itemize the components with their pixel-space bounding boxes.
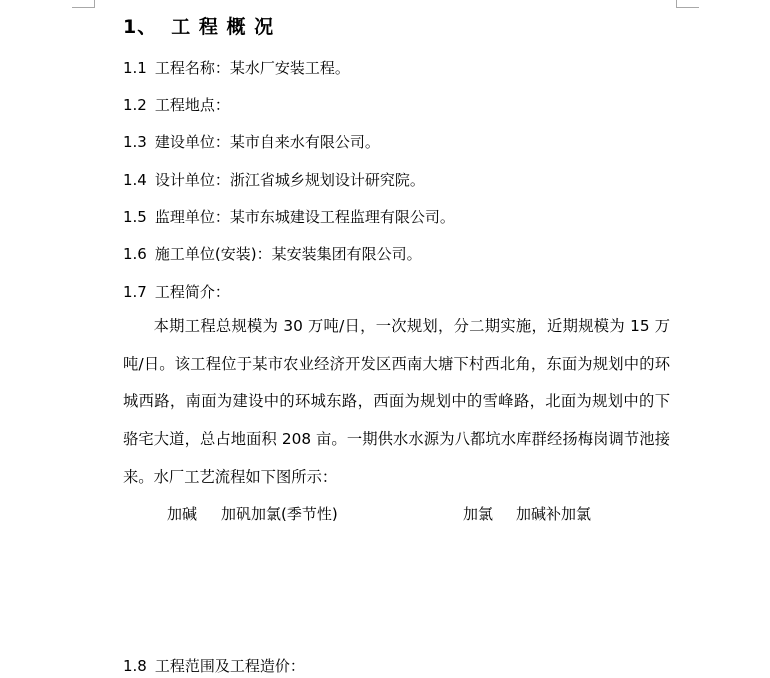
process-label-add-alkali: 加碱 xyxy=(167,505,198,523)
item-number: 1.5 xyxy=(123,208,147,226)
item-construction-unit xyxy=(123,243,422,264)
item-design-unit xyxy=(123,169,425,190)
item-number: 1.4 xyxy=(123,171,147,189)
section-heading xyxy=(123,12,274,39)
item-project-name xyxy=(123,57,350,78)
item-project-brief xyxy=(123,281,230,302)
item-scope-and-cost xyxy=(123,655,305,676)
item-text: 设计单位：浙江省城乡规划设计研究院。 xyxy=(154,171,425,189)
page-corner-mark-left xyxy=(72,0,95,8)
item-owner-unit xyxy=(123,131,380,152)
section-title: 工 程 概 况 xyxy=(171,16,275,38)
item-supervision-unit xyxy=(123,206,455,227)
item-number: 1.2 xyxy=(123,96,147,114)
section-number: 1、 xyxy=(123,16,158,38)
process-label-alum-chlorine: 加矾加氯(季节性) xyxy=(221,505,338,523)
item-number: 1.3 xyxy=(123,133,147,151)
item-text: 工程范围及工程造价： xyxy=(154,657,305,675)
process-label-alkali-rechlorination: 加碱补加氯 xyxy=(516,505,592,523)
intro-paragraph: 本期工程总规模为 30 万吨/日，一次规划，分二期实施，近期规模为 15 万吨/日。该工程位于某市农业经济开发区西南大塘下村西北角，东面为规划中的环城西路，南面为建设中的环城东路，西面为规划中的雪峰路，北面为规划中的下骆宅大道，总占地面积 208 亩。一期供水水源为八都坑水库群经扬梅岗调节池接来。水厂工艺流程如下图所示： xyxy=(123,317,670,486)
item-project-location xyxy=(123,94,230,115)
item-text: 工程地点： xyxy=(154,96,230,114)
process-label-add-chlorine: 加氯 xyxy=(463,505,494,523)
item-number: 1.8 xyxy=(123,657,147,675)
item-text: 施工单位(安装)：某安装集团有限公司。 xyxy=(154,245,422,263)
item-number: 1.1 xyxy=(123,59,147,77)
item-number: 1.6 xyxy=(123,245,147,263)
item-number: 1.7 xyxy=(123,283,147,301)
item-text: 工程名称：某水厂安装工程。 xyxy=(154,59,350,77)
page-corner-mark-right xyxy=(676,0,699,8)
item-text: 工程简介： xyxy=(154,283,230,301)
item-text: 监理单位：某市东城建设工程监理有限公司。 xyxy=(154,208,455,226)
item-text: 建设单位：某市自来水有限公司。 xyxy=(154,133,380,151)
